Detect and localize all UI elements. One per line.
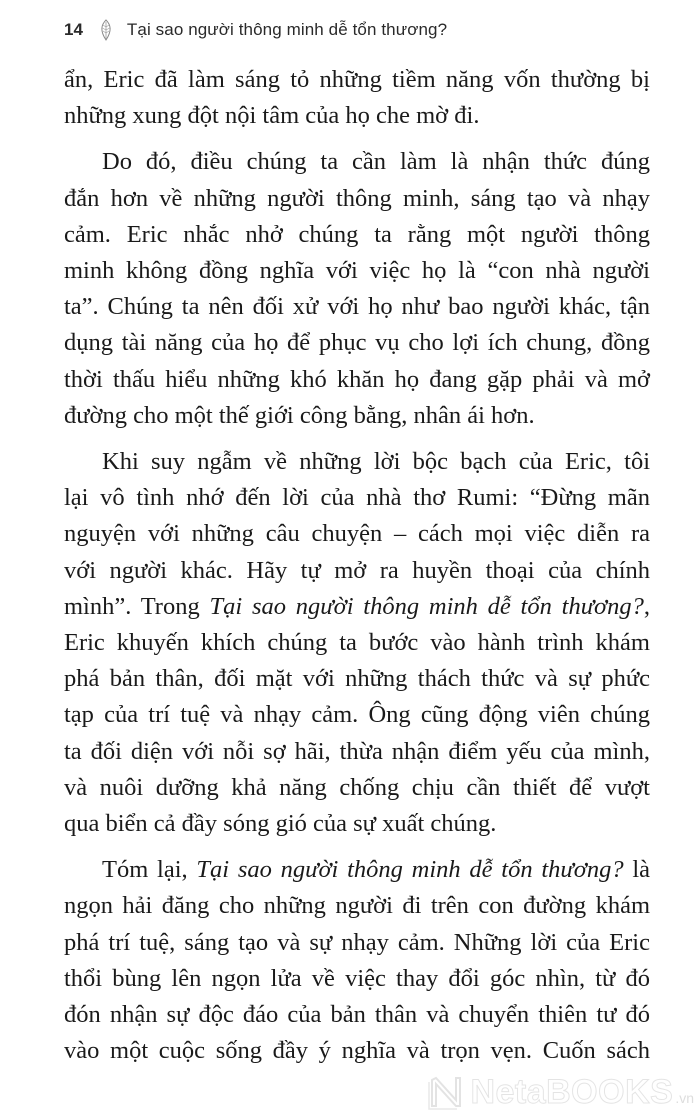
text-line [64,589,650,625]
text-line: dụng tài năng của họ để phục vụ cho lợi ích chung, đồng [64,329,650,357]
text-line: đường cho một thế giới công bằng, nhân ái hơn. [64,401,535,429]
page-number: 14 [64,20,83,39]
text-line: Khi suy ngẫm về những lời bộc bạch của Eric, tôi [102,448,650,476]
text-line: thời thấu hiểu những khó khăn họ đang gặp phải và mở [64,365,650,393]
text-line: Do đó, điều chúng ta cần làm là nhận thức đúng [102,148,650,176]
text-line: ẩn, Eric đã làm sáng tỏ những tiềm năng vốn thường bị [64,66,650,93]
text-line [64,852,650,888]
running-head [64,14,447,46]
netabooks-logo-icon [426,1072,466,1112]
text-line: qua biển cả đầy sóng gió của sự xuất chúng. [64,810,497,838]
text-line: phá bản thân, đối mặt với những thách thức và sự phức [64,665,650,693]
paragraph [64,144,650,434]
paragraph [64,62,650,134]
text-line: lại vô tình nhớ đến lời của nhà thơ Rumi: “Đừng mãn [64,484,650,512]
text-line: vào một cuộc sống đầy ý nghĩa và trọn vẹn. Cuốn sách [64,1037,650,1065]
text-line: Eric khuyến khích chúng ta bước vào hành trình khám [64,629,650,657]
watermark-suffix: .vn [675,1090,694,1106]
text-run: , [643,592,651,620]
text-line: và nuôi dưỡng khả năng chống chịu cần thiết để vượt [64,773,650,801]
paragraph [64,444,650,842]
text-line: ta”. Chúng ta nên đối xử với họ như bao người khác, tận [64,293,650,321]
text-line: thổi bùng lên ngọn lửa về việc thay đổi góc nhìn, từ đó [64,964,650,992]
running-title: Tại sao người thông minh dễ tổn thương? [126,20,448,39]
text-line: đón nhận sự độc đáo của bản thân và chuyển thiên tư đó [64,1001,650,1029]
book-title-italic: Tại sao người thông minh dễ tổn thương? [209,592,644,620]
leaf-ornament-icon [97,18,115,42]
body-text [64,62,650,1079]
text-line: nguyện với những câu chuyện – cách mọi việc diễn ra [64,520,650,548]
text-line: những xung đột nội tâm của họ che mờ đi. [64,102,480,130]
text-line: với người khác. Hãy tự mở ra huyền thoại của chính [64,556,650,584]
watermark [426,1072,694,1112]
text-line: tạp của trí tuệ và nhạy cảm. Ông cũng động viên chúng [64,701,650,729]
book-title-italic: Tại sao người thông minh dễ tổn thương? [196,856,624,884]
text-run: là [623,856,651,884]
text-line: cảm. Eric nhắc nhở chúng ta rằng một người thông [64,220,650,248]
text-line: đắn hơn về những người thông minh, sáng tạo và nhạy [64,184,650,212]
text-line: ngọn hải đăng cho những người đi trên con đường khám [64,892,650,920]
paragraph [64,852,650,1069]
text-line: minh không đồng nghĩa với việc họ là “con nhà người [64,257,650,285]
text-run: mình”. Trong [64,592,210,620]
text-line: phá trí tuệ, sáng tạo và sự nhạy cảm. Những lời của Eric [64,928,650,956]
watermark-brand: NetaBOOKS [470,1072,674,1111]
text-run: Tóm lại, [102,856,197,884]
text-line: ta đối diện với nỗi sợ hãi, thừa nhận điểm yếu của mình, [64,737,650,765]
